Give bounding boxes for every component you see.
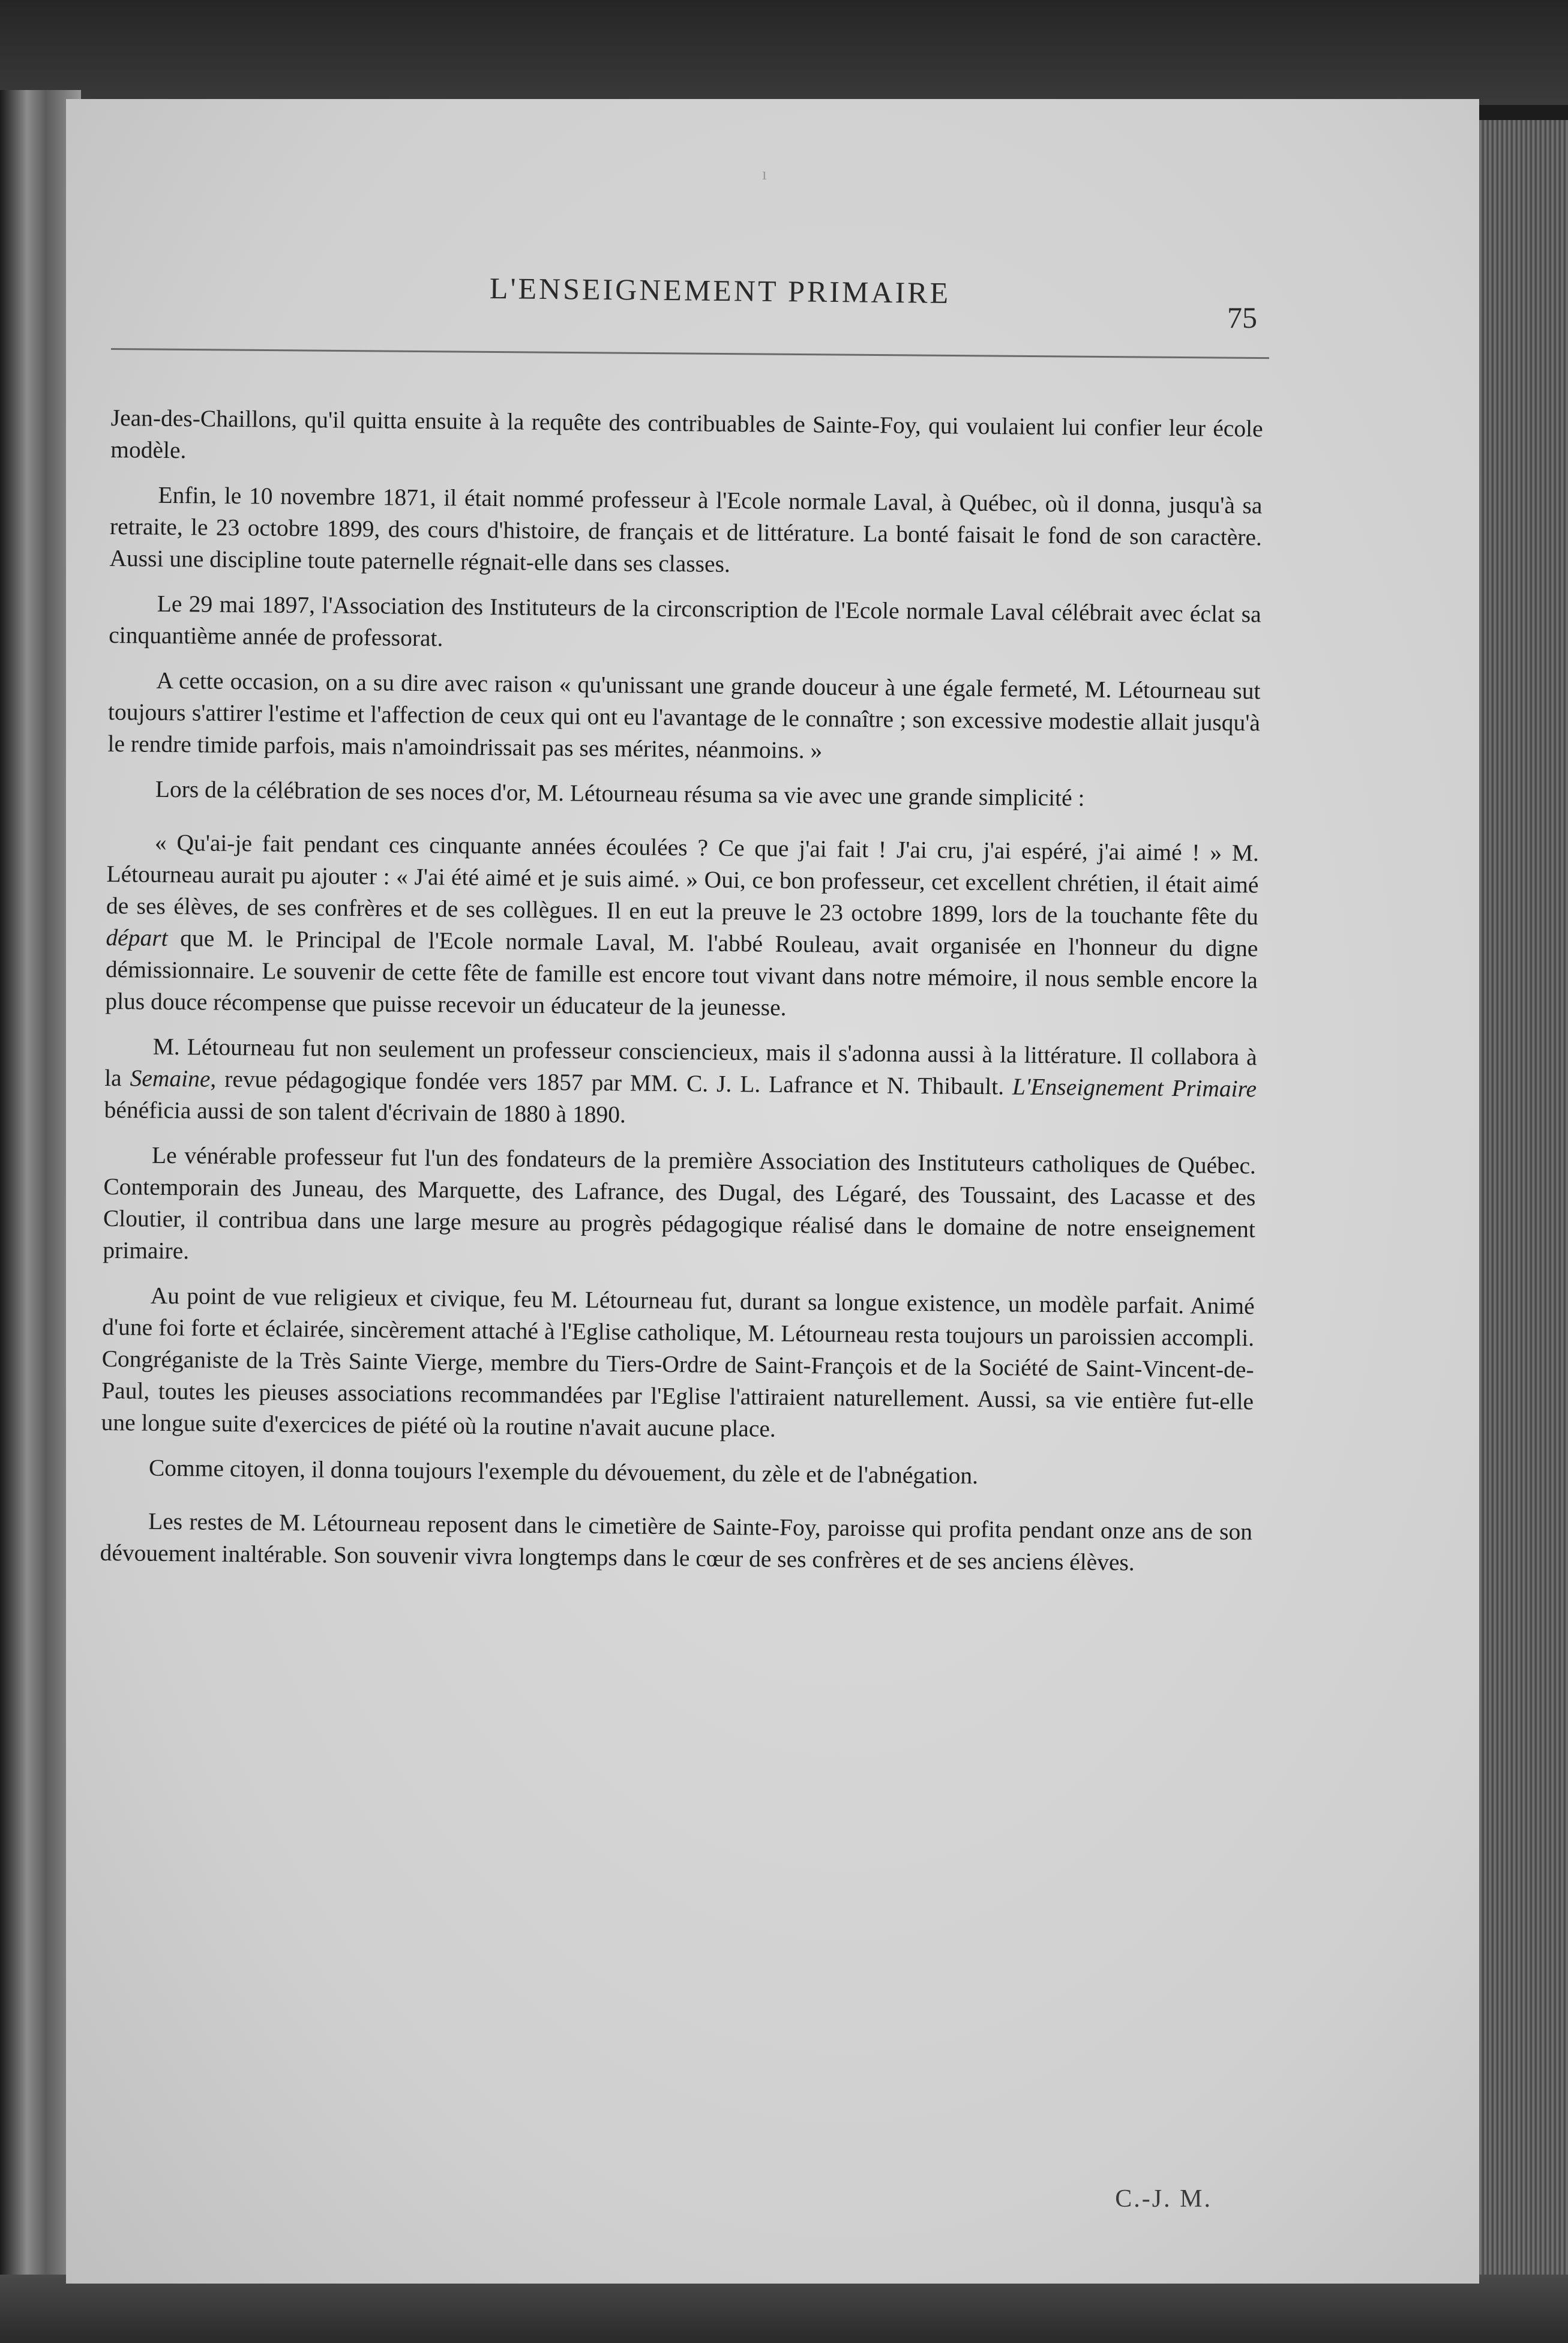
left-page-edge: [0, 90, 45, 2343]
scan-background-top: [0, 0, 1568, 105]
running-title: L'ENSEIGNEMENT PRIMAIRE: [489, 271, 951, 310]
italic-text: départ: [106, 924, 168, 951]
paragraph: Le vénérable professeur fut l'un des fondateurs de la première Association des Instituteurs catholiques de Québec. Contemporain des Juneau, des Marquette, des Lafrance, des Dugal, des Légaré, des Toussaint, des Lacasse et des Cloutier, il contribua dans une large mesure au progrès pédagogique réalisé dans le domaine de notre enseignement primaire.: [103, 1141, 1257, 1265]
paragraph: A cette occasion, on a su dire avec raison « qu'unissant une grande douceur à une égale fermeté, M. Létourneau sut toujours s'attirer l'estime et l'affection de ceux qui ont eu l'avantage de le connaître ; son excessive modestie allait jusqu'à le rendre timide parfois, mais n'amoindrissait pas ses mérites, néanmoins. »: [107, 667, 1261, 764]
book-page-edges: [1473, 120, 1568, 2343]
journal-title: Semaine: [130, 1065, 211, 1092]
literature-paragraph: [104, 1030, 1257, 1137]
journal-title: L'Enseignement Primaire: [1012, 1073, 1257, 1102]
paragraph: Jean-des-Chaillons, qu'il quitta ensuite à la requête des contribuables de Sainte-Foy, qui voulaient lui confier leur école modèle.: [110, 404, 1263, 464]
page-number: 75: [1227, 301, 1257, 334]
header-rule: [111, 348, 1269, 359]
author-signature: C.-J. M.: [1115, 2185, 1212, 2213]
text-run: , revue pédagogique fondée vers 1857 par MM. C. J. L. Lafrance et N. Thibault.: [210, 1065, 1013, 1100]
text-run: que M. le Principal de l'Ecole normale Laval, M. l'abbé Rouleau, avait organisée en l'honneur du digne démissionnaire. Le souvenir de cette fête de famille est encore tout vivant dans notre mémoire, il nous semble encore la plus douce récompense que puisse recevoir un éducateur de la jeunesse.: [105, 924, 1258, 1021]
text-run: « Qu'ai-je fait pendant ces cinquante années écoulées ? Ce que j'ai fait ! J'ai cru, j'ai espéré, j'ai aimé ! » M. Létourneau aurait pu ajouter : « J'ai été aimé et je suis aimé. » Oui, ce bon professeur, cet excellent chrétien, il était aimé de ses élèves, de ses confrères et de ses collègues. Il en eut la preuve le 23 octobre 1899, lors de la touchante fête du: [106, 829, 1260, 930]
paragraph: Au point de vue religieux et civique, feu M. Létourneau fut, durant sa longue existence, un modèle parfait. Animé d'une foi forte et éclairée, sincèrement attaché à l'Eglise catholique, M. Létourneau resta toujours un paroissien accompli. Congréganiste de la Très Sainte Vierge, membre du Tiers-Ordre de Saint-François et de la Société de Saint-Vincent-de-Paul, toutes les pieuses associations recommandées par l'Eglise l'attiraient naturellement. Aussi, sa vie entière fut-elle une longue suite d'exercices de piété où la routine n'avait aucune place.: [101, 1282, 1255, 1442]
scan-background-bottom: [0, 2275, 1568, 2343]
text-run: M. Létourneau fut non seulement un professeur consciencieux, mais il s'adonna aussi à la littérature. Il collabora à la: [104, 1033, 1257, 1092]
book-page: [66, 99, 1479, 2284]
text-run: bénéficia aussi de son talent d'écrivain de 1880 à 1890.: [104, 1096, 626, 1128]
article-body: [100, 402, 1263, 1593]
paragraph: Comme citoyen, il donna toujours l'exemple du dévouement, du zèle et de l'abnégation.: [148, 1454, 979, 1489]
paragraph: Lors de la célébration de ses noces d'or, M. Létourneau résuma sa vie avec une grande simplicité :: [155, 775, 1085, 811]
quote-paragraph: [105, 826, 1259, 1028]
paragraph: Enfin, le 10 novembre 1871, il était nommé professeur à l'Ecole normale Laval, à Québec, où il donna, jusqu'à sa retraite, le 23 octobre 1899, des cours d'histoire, de français et de littérature. La bonté faisait le fond de son caractère. Aussi une discipline toute paternelle régnait-elle dans ses classes.: [109, 481, 1263, 577]
top-mark: ı: [762, 165, 767, 184]
paragraph: Le 29 mai 1897, l'Association des Instituteurs de la circonscription de l'Ecole normale Laval célébrait avec éclat sa cinquantième année de professorat.: [109, 590, 1261, 652]
paragraph: Les restes de M. Létourneau reposent dans le cimetière de Sainte-Foy, paroisse qui profita pendant onze ans de son dévouement inaltérable. Son souvenir vivra longtemps dans le cœur de ses confrères et de ses anciens élèves.: [100, 1508, 1253, 1576]
